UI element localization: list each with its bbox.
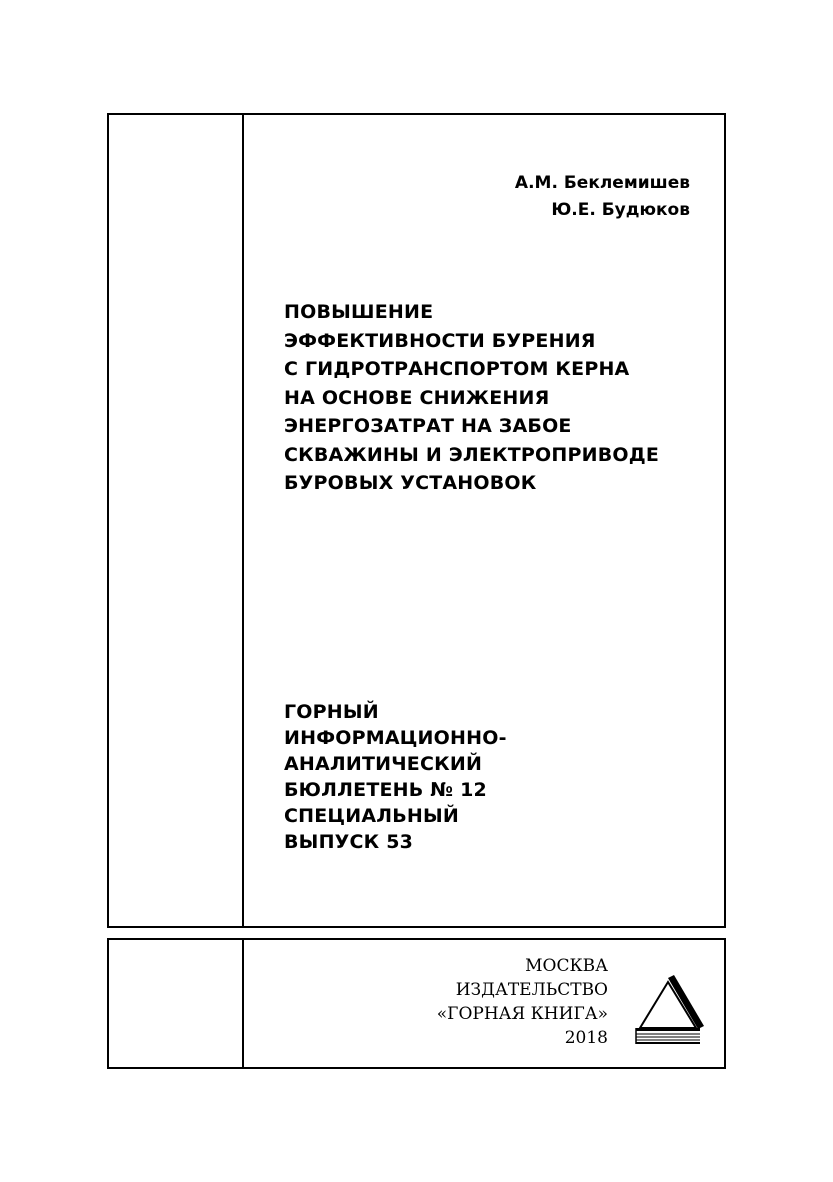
- book-title: [284, 298, 659, 498]
- series-line: ГОРНЫЙ: [284, 701, 379, 723]
- author-1: А.М. Беклемишев: [514, 173, 690, 193]
- series-line: СПЕЦИАЛЬНЫЙ: [284, 805, 460, 827]
- title-line: ЭФФЕКТИВНОСТИ БУРЕНИЯ: [284, 329, 596, 352]
- publisher-frame: [107, 938, 726, 1069]
- publisher-logo-icon: [634, 968, 706, 1046]
- title-line: ЭНЕРГОЗАТРАТ НА ЗАБОЕ: [284, 415, 572, 437]
- author-2: Ю.Е. Будюков: [551, 200, 690, 220]
- margin-rule: [242, 940, 244, 1067]
- title-line: НА ОСНОВЕ СНИЖЕНИЯ: [284, 386, 550, 409]
- authors-block: [515, 170, 690, 224]
- margin-rule: [242, 115, 244, 926]
- series-line: АНАЛИТИЧЕСКИЙ: [284, 753, 483, 775]
- title-line: ПОВЫШЕНИЕ: [284, 301, 434, 323]
- publisher-year: 2018: [564, 1028, 608, 1048]
- series-line: ВЫПУСК 53: [284, 831, 414, 853]
- publisher-block: [437, 954, 608, 1050]
- title-line: СКВАЖИНЫ И ЭЛЕКТРОПРИВОДЕ: [284, 443, 660, 466]
- title-line: БУРОВЫХ УСТАНОВОК: [284, 472, 537, 494]
- publisher-city: МОСКВА: [525, 956, 608, 976]
- title-frame: [107, 113, 726, 928]
- series-line: БЮЛЛЕТЕНЬ № 12: [284, 779, 487, 801]
- publisher-name: «ГОРНАЯ КНИГА»: [436, 1004, 608, 1024]
- series-line: ИНФОРМАЦИОННО-: [284, 727, 507, 749]
- series-info: [284, 699, 507, 855]
- title-line: С ГИДРОТРАНСПОРТОМ КЕРНА: [284, 358, 630, 380]
- publisher-label: ИЗДАТЕЛЬСТВО: [455, 980, 608, 1000]
